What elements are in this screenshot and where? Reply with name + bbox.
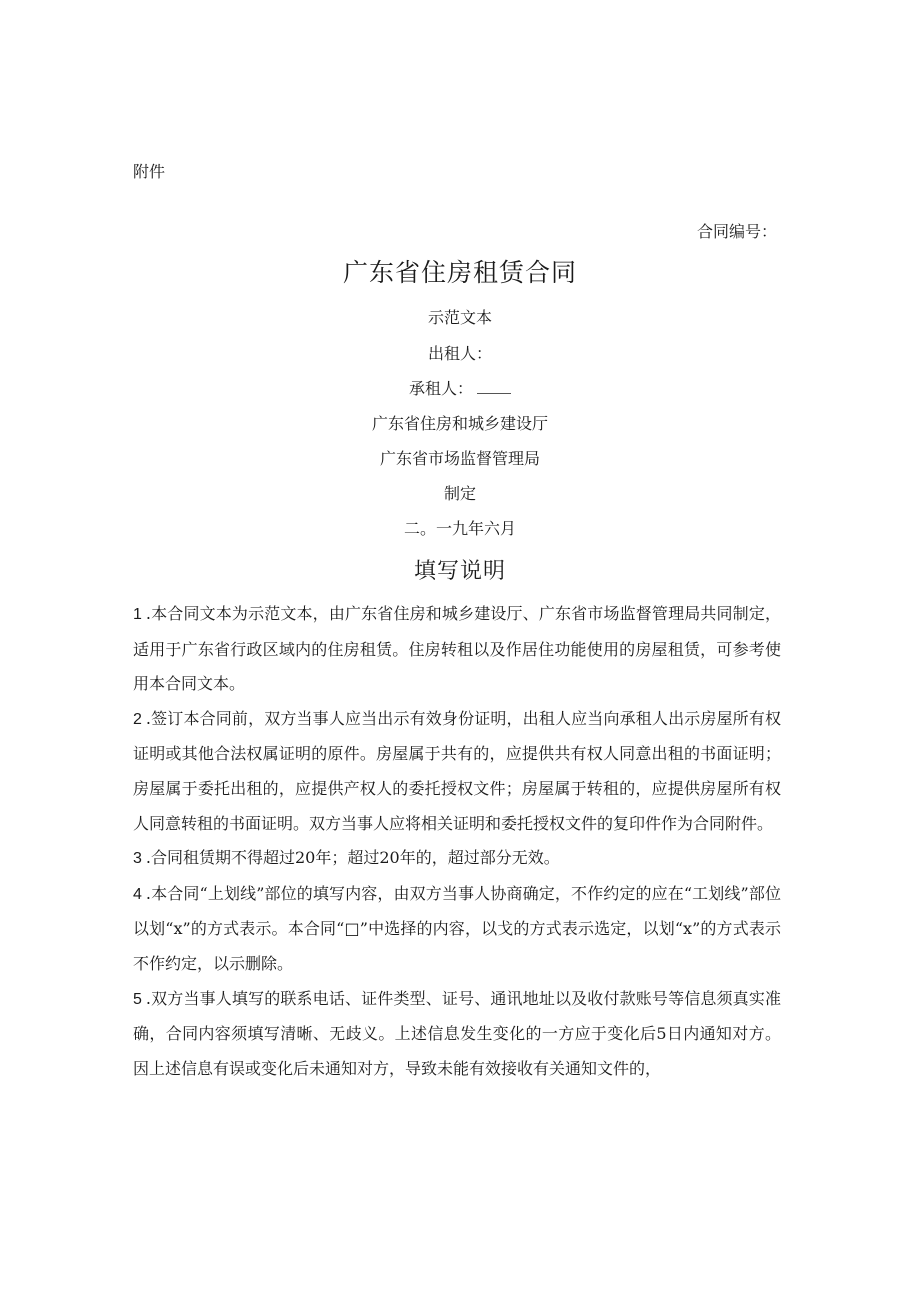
- model-text-subtitle: 示范文本: [427, 308, 492, 327]
- issued-label: 制定: [443, 484, 476, 503]
- instruction-item: 3 .合同租赁期不得超过20年；超过20年的，超过部分无效。: [133, 848, 560, 868]
- issuer-housing-dept: 广东省住房和城乡建设厅: [371, 414, 548, 433]
- contract-title: 广东省住房租赁合同: [342, 258, 577, 287]
- instruction-item: 2 .签订本合同前，双方当事人应当出示有效身份证明，出租人应当向承租人出示房屋所有权证明或其他合法权属证明的原件。房屋属于共有的，应提供共有权人同意出租的书面证明；房屋属于委托出租的，应提供产权人的委托授权文件；房屋属于转租的，应提供房屋所有权人同意转租的书面证明。双方当事人应将相关证明和委托授权文件的复印件作为合同附件。: [133, 708, 781, 833]
- instruction-item: 5 .双方当事人填写的联系电话、证件类型、证号、通讯地址以及收付款账号等信息须真实准确，合同内容须填写清晰、无歧义。上述信息发生变化的一方应于变化后5日内通知对方。因上述信息有误或变化后未通知对方，导致未能有效接收有关通知文件的，: [133, 988, 781, 1078]
- issue-date: 二。一九年六月: [403, 519, 516, 538]
- attachment-label: 附件: [133, 162, 166, 181]
- instructions-body: [133, 597, 781, 1086]
- lessor-label: 出租人：: [427, 344, 492, 363]
- lessee-line: [0, 378, 920, 400]
- lessee-blank-underline: [477, 379, 511, 394]
- contract-number-label: 合同编号：: [696, 222, 777, 241]
- instructions-title: 填写说明: [413, 559, 506, 584]
- lessor-line: [0, 343, 920, 365]
- instruction-item: 4 .本合同“上划线”部位的填写内容，由双方当事人协商确定，不作约定的应在“工划线”部位以划“x”的方式表示。本合同“□”中选择的内容，以戈的方式表示选定，以划“x”的方式表示不作约定，以示删除。: [133, 883, 781, 973]
- issuer-market-bureau: 广东省市场监督管理局: [379, 449, 540, 468]
- instruction-item: 1 .本合同文本为示范文本，由广东省住房和城乡建设厅、广东省市场监督管理局共同制定，适用于广东省行政区域内的住房租赁。住房转租以及作居住功能使用的房屋租赁，可参考使用本合同文本。: [133, 604, 781, 694]
- lessee-label: 承租人：: [408, 379, 473, 398]
